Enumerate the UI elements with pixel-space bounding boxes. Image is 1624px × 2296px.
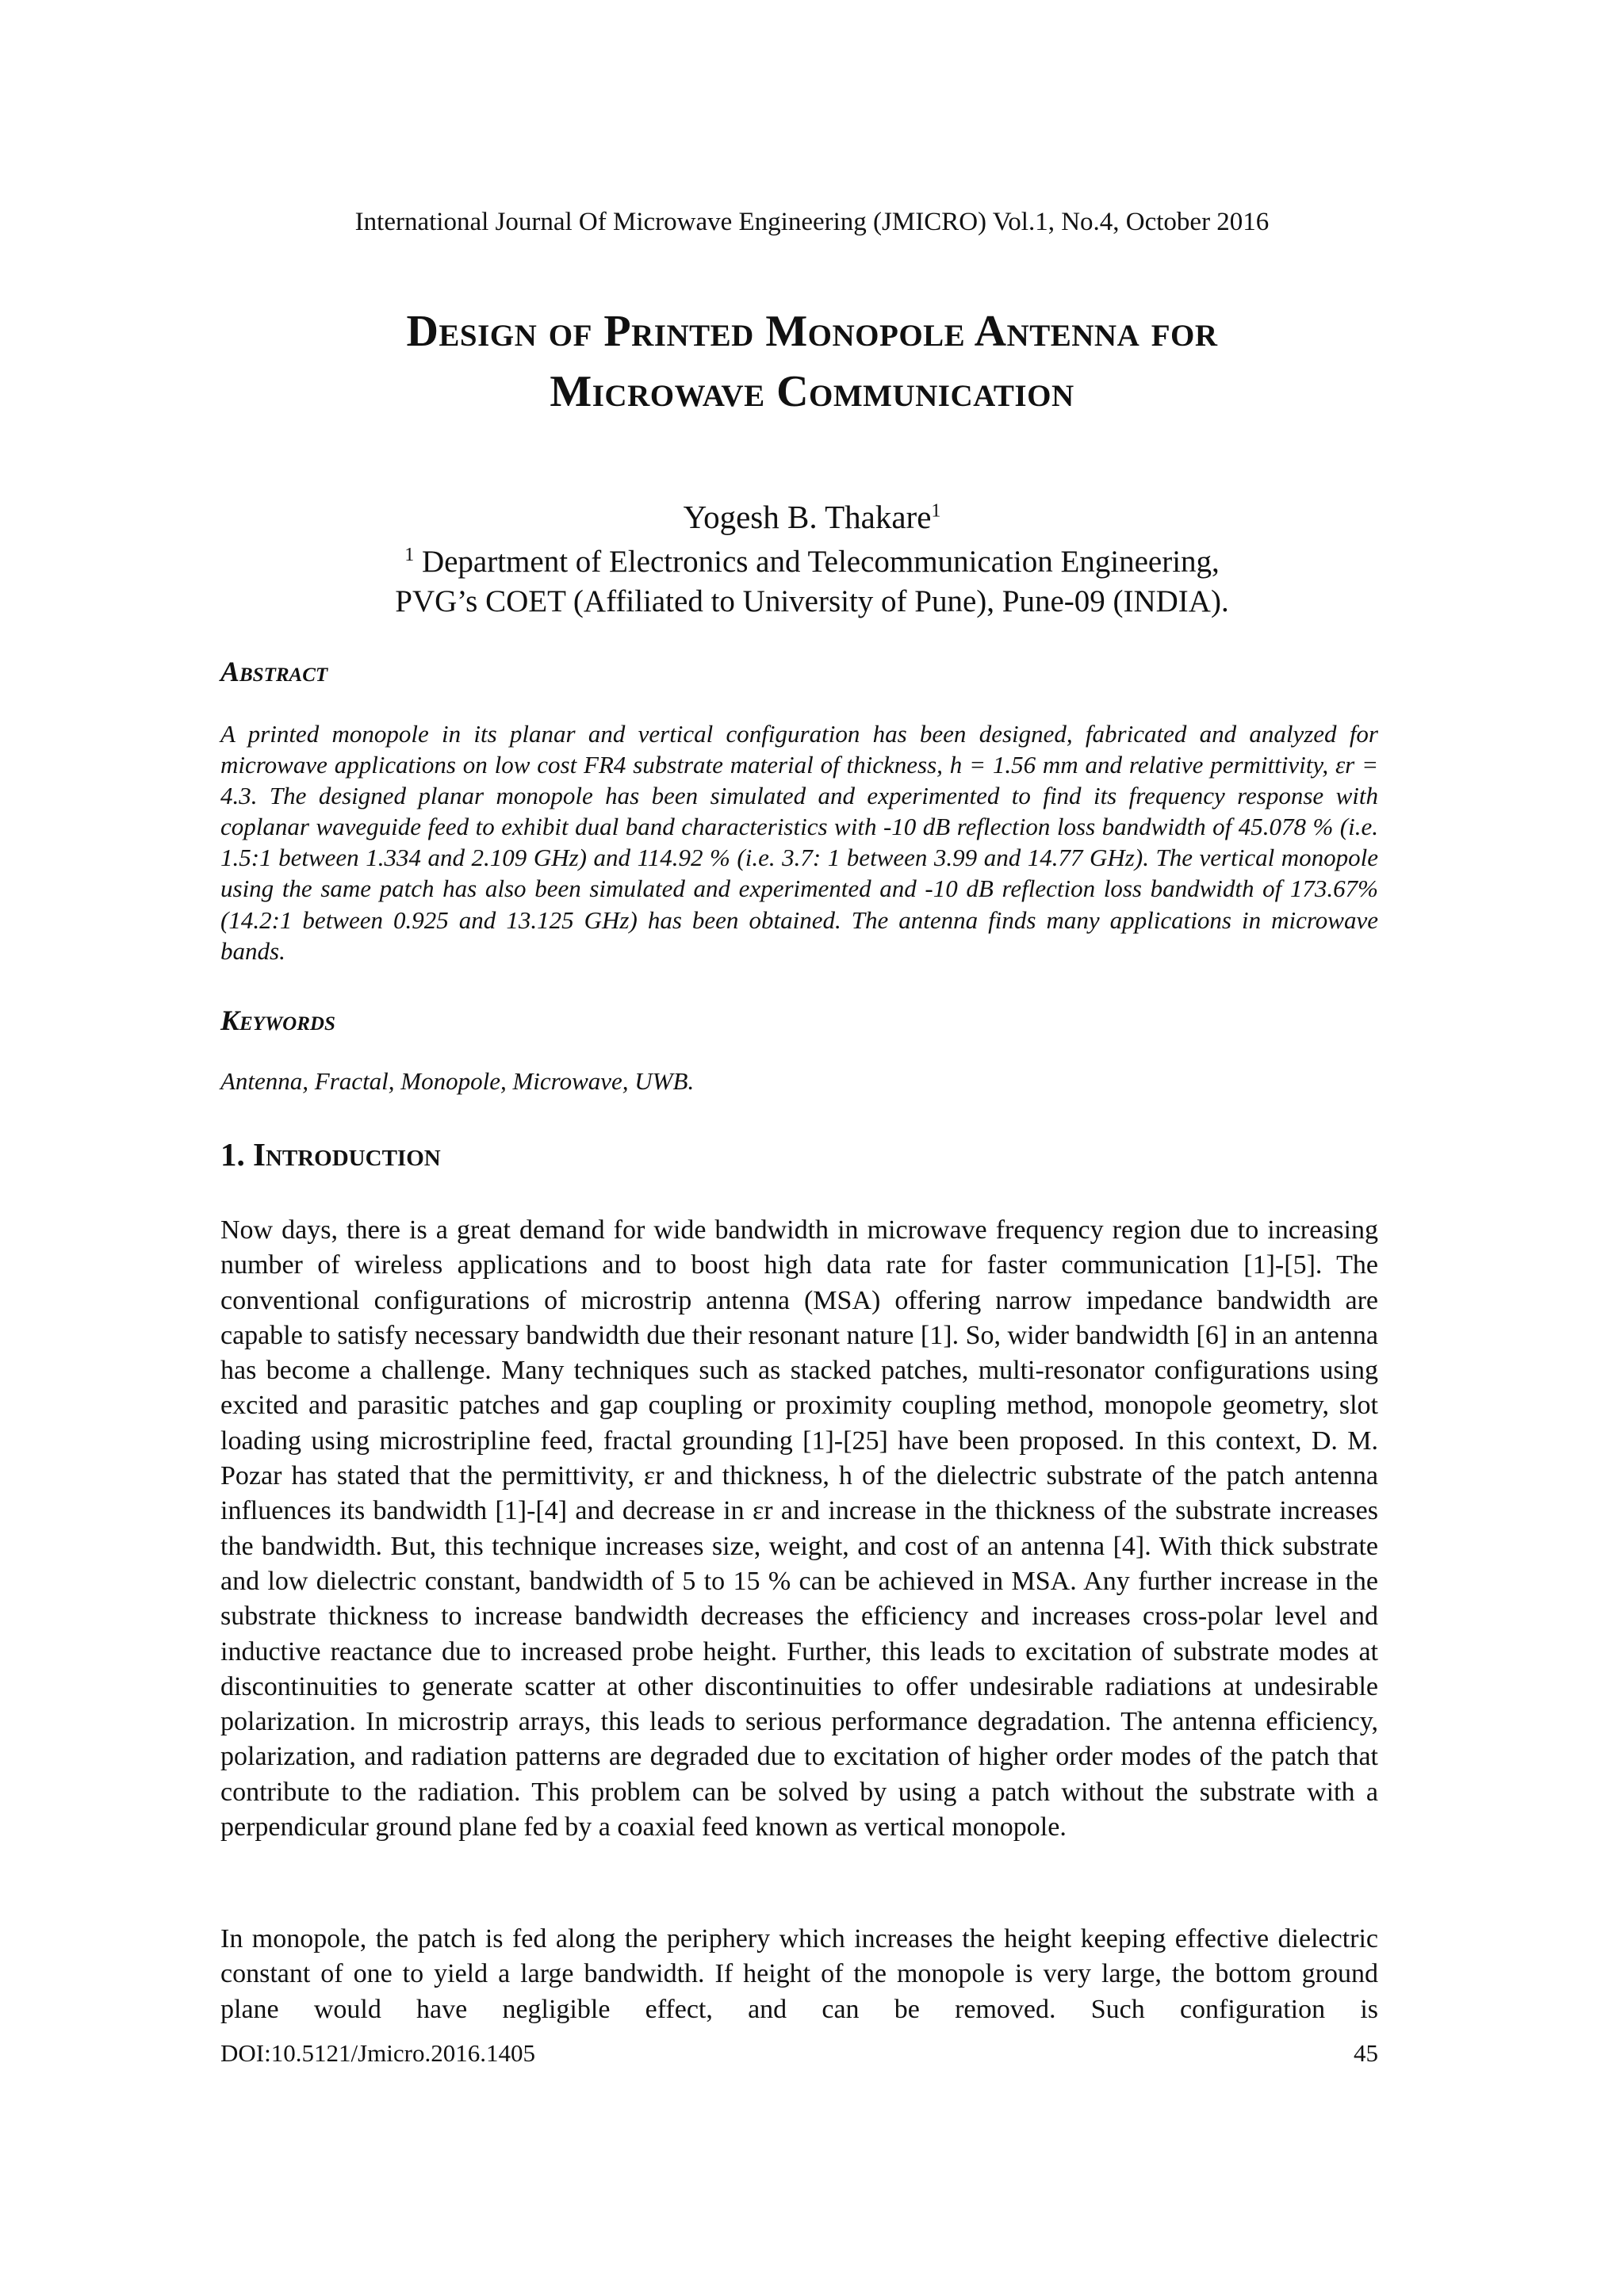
keywords-heading: Keywords [220,1004,335,1036]
introduction-heading: 1. Introduction [220,1136,441,1173]
abstract-text: A printed monopole in its planar and vertical configuration has been designed, fabricated and analyzed for microwave applications on low cost FR4 substrate material of thickness, h = 1.56 mm and relative permittivity, εr = 4.3. The designed planar monopole has been simulated and experimented to find its frequency response with coplanar waveguide feed to exhibit dual band characteristics with -10 dB reflection loss bandwidth of 45.078 % (i.e. 1.5:1 between 1.334 and 2.109 GHz) and 114.92 % (i.e. 3.7: 1 between 3.99 and 14.77 GHz). The vertical monopole using the same patch has also been simulated and experimented and -10 dB reflection loss bandwidth of 173.67% (14.2:1 between 0.925 and 13.125 GHz) has been obtained. The antenna finds many applications in microwave bands. [220,720,1378,965]
paper-title-line-2: Microwave Communication [550,367,1074,416]
affiliation-department: Department of Electronics and Telecommunication Engineering, [421,545,1220,579]
author [0,498,1624,536]
page-number: 45 [1354,2039,1378,2067]
affiliation-line-2: PVG’s COET (Affiliated to University of Pune), Pune-09 (INDIA). [395,584,1229,618]
affiliation-line-1 [0,544,1624,580]
doi: DOI:10.5121/Jmicro.2016.1405 [220,2039,535,2067]
introduction-paragraph-1: Now days, there is a great demand for wide bandwidth in microwave frequency region due to increasing number of wireless applications and to boost high data rate for faster communication [1]-[5]. The conventional configurations of microstrip antenna (MSA) offering narrow impedance bandwidth are capable to satisfy necessary bandwidth due their resonant nature [1]. So, wider bandwidth [6] in an antenna has become a challenge. Many techniques such as stacked patches, multi-resonator configurations using excited and parasitic patches and gap coupling or proximity coupling method, monopole geometry, slot loading using microstripline feed, fractal grounding [1]-[25] have been proposed. In this context, D. M. Pozar has stated that the permittivity, εr and thickness, h of the dielectric substrate of the patch antenna influences its bandwidth [1]-[4] and decrease in εr and increase in the thickness of the substrate increases the bandwidth. But, this technique increases size, weight, and cost of an antenna [4]. With thick substrate and low dielectric constant, bandwidth of 5 to 15 % can be achieved in MSA. Any further increase in the substrate thickness to increase bandwidth decreases the efficiency and increases cross-polar level and inductive reactance due to increased probe height. Further, this leads to excitation of substrate modes at discontinuities to generate scatter at other discontinuities to offer undesirable radiations at undesirable polarization. In microstrip arrays, this leads to serious performance degradation. The antenna efficiency, polarization, and radiation patterns are degraded due to excitation of higher order modes of the patch that contribute to the radiation. This problem can be solved by using a patch without the substrate with a perpendicular ground plane fed by a coaxial feed known as vertical monopole. [220,1215,1378,1843]
paper-title-line-1: Design of Printed Monopole Antenna for [406,307,1218,356]
author-superscript: 1 [931,500,941,522]
introduction-paragraph-2: In monopole, the patch is fed along the periphery which increases the height keeping effective dielectric constant of one to yield a large bandwidth. If height of the monopole is very large, the bottom ground plane would have negligible effect, and can be removed. Such configuration is [220,1924,1378,2024]
abstract-heading: Abstract [220,656,328,687]
keywords-text: Antenna, Fractal, Monopole, Microwave, UWB. [220,1067,695,1095]
affiliation-superscript: 1 [404,545,415,565]
author-name: Yogesh B. Thakare [683,499,932,535]
running-header: International Journal Of Microwave Engineering (JMICRO) Vol.1, No.4, October 2016 [354,208,1270,236]
